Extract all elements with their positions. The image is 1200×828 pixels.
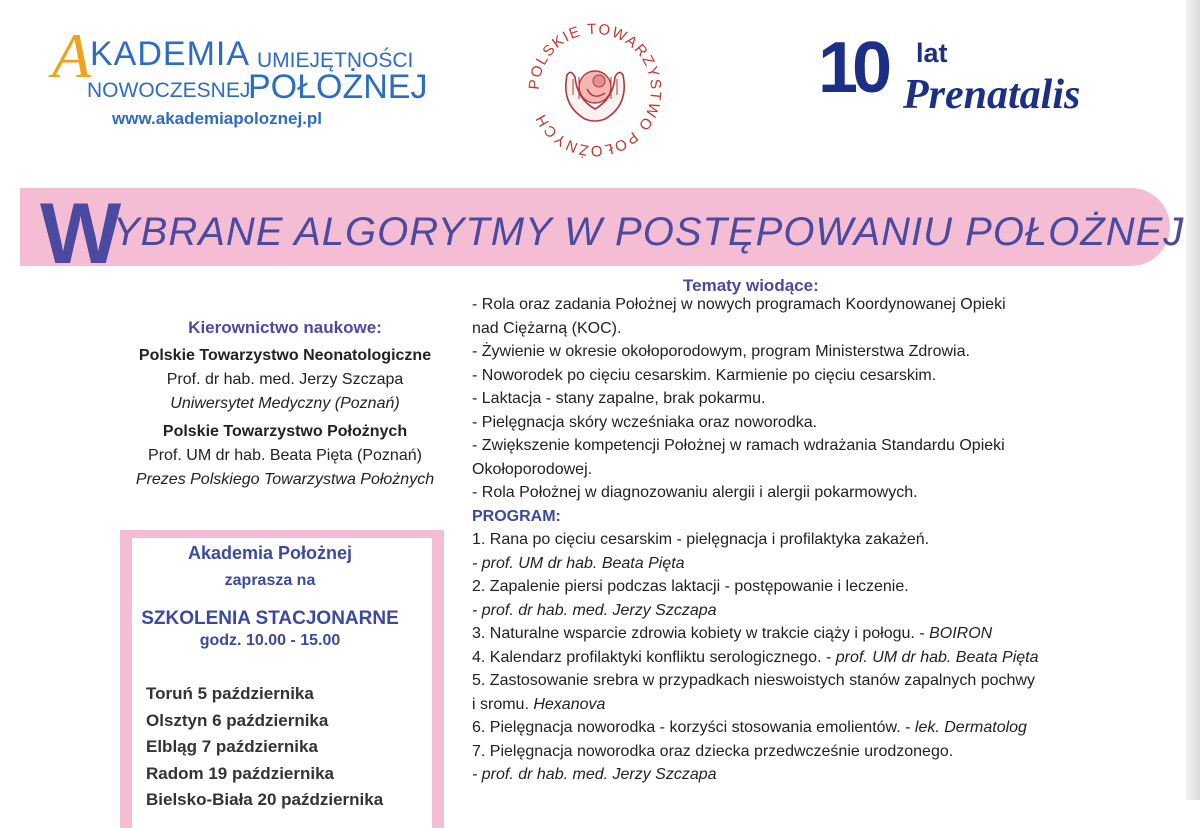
training-dates-list: [146, 681, 383, 814]
program-item-text: 6. Pielęgnacja noworodka - korzyści stosowania emolientów. -: [472, 719, 915, 736]
list-item: nad Ciężarną (KOC).: [472, 319, 622, 337]
prenatalis-lat: lat: [916, 38, 948, 68]
training-box: [132, 540, 408, 650]
logo-word-akademia: KADEMIA: [90, 35, 251, 73]
logo-letter-a: A: [52, 20, 92, 91]
list-item: - Noworodek po cięciu cesarskim. Karmienie po cięciu cesarskim.: [472, 366, 937, 384]
list-item: - Zwiększenie kompetencji Położnej w ramach wdrażania Standardu Opieki: [472, 437, 1005, 454]
list-item: Radom 19 października: [146, 763, 335, 783]
program-speaker: BOIRON: [929, 625, 993, 642]
program-item: 5. Zastosowanie srebra w przypadkach nieswoistych stanów zapalnych pochwy: [472, 672, 1035, 689]
list-item: - Laktacja - stany zapalne, brak pokarmu.: [472, 390, 766, 407]
program-speaker: prof. UM dr hab. Beata Pięta: [835, 648, 1039, 666]
program-item-text: 4. Kalendarz profilaktyki konfliktu serologicznego. -: [472, 648, 836, 666]
list-item: - Żywienie w okresie okołoporodowym, program Ministerstwa Zdrowia.: [472, 343, 970, 360]
list-item: Olsztyn 6 października: [146, 710, 329, 730]
list-item: Okołoporodowej.: [472, 460, 593, 478]
list-item: Elbląg 7 października: [146, 737, 318, 756]
program-speaker: - prof. dr hab. med. Jerzy Szczapa: [472, 601, 717, 619]
prenatalis-number: 10: [818, 28, 887, 108]
program-item-text: 3. Naturalne wsparcie zdrowia kobiety w trakcie ciąży i połogu. -: [472, 625, 930, 642]
person-name: Prof. dr hab. med. Jerzy Szczapa: [166, 371, 404, 388]
scientific-management: [95, 318, 475, 492]
prenatalis-name: Prenatalis: [903, 72, 1081, 118]
prenatalis-logo: [818, 28, 1118, 132]
ptp-emblem-graphic: [515, 15, 675, 160]
program-item: [472, 646, 1172, 670]
title-initial: W: [40, 186, 122, 282]
program-item: 2. Zapalenie piersi podczas laktacji - postępowanie i leczenie.: [472, 578, 909, 595]
page-edge-shadow: [1186, 0, 1200, 800]
topics-and-program: [472, 293, 1172, 787]
website-link[interactable]: www.akademiapoloznej.pl: [112, 109, 323, 128]
program-item: [472, 693, 1172, 717]
page-title: YBRANE ALGORYTMY W POSTĘPOWANIU POŁOŻNEJ: [113, 210, 1185, 254]
ptp-ring-text: POLSKIE TOWARZYSTWO POŁOŻNYCH: [525, 20, 665, 160]
list-item: - Rola Położnej w diagnozowaniu alergii i alergii pokarmowych.: [472, 484, 918, 501]
program-item: [472, 716, 1172, 740]
program-item: [472, 622, 1172, 646]
kierownictwo-heading: Kierownictwo naukowe:: [188, 318, 382, 337]
box-organizer: Akademia Położnej: [187, 543, 353, 563]
logo-word-umiejetnosci: UMIEJĘTNOŚCI: [257, 49, 414, 72]
program-speaker: - prof. dr hab. med. Jerzy Szczapa: [472, 766, 717, 783]
list-item: - Pielęgnacja skóry wcześniaka oraz noworodka.: [472, 413, 818, 431]
ptp-emblem-logo: [515, 15, 675, 160]
organization-name: Polskie Towarzystwo Neonatologiczne: [138, 347, 432, 364]
box-invite: zaprasza na: [224, 572, 316, 589]
program-item: 7. Pielęgnacja noworodka oraz dziecka przedwcześnie urodzonego.: [472, 742, 954, 760]
list-item: Toruń 5 października: [146, 684, 314, 703]
person-name: Prof. UM dr hab. Beata Pięta (Poznań): [148, 447, 422, 464]
topics-heading: Tematy wiodące:: [683, 276, 819, 295]
list-item: Bielsko-Biała 20 października: [146, 790, 384, 809]
program-item: 1. Rana po cięciu cesarskim - pielęgnacja i profilaktyka zakażeń.: [472, 531, 930, 548]
logo-word-poloznej: POŁOŻNEJ: [248, 68, 428, 106]
program-speaker: Hexanova: [533, 695, 606, 713]
akademia-poloznej-logo: [50, 20, 430, 135]
program-heading: PROGRAM:: [472, 507, 561, 525]
program-item-text: i sromu.: [472, 695, 534, 713]
list-item: - Rola oraz zadania Położnej w nowych programach Koordynowanej Opieki: [472, 296, 1006, 313]
box-training-type: SZKOLENIA STACJONARNE: [141, 608, 399, 629]
organization-name: Polskie Towarzystwo Położnych: [162, 423, 408, 440]
logo-word-nowoczesnej: NOWOCZESNEJ: [87, 79, 251, 102]
affiliation: Prezes Polskiego Towarzystwa Położnych: [135, 471, 435, 488]
box-hours: godz. 10.00 - 15.00: [199, 632, 341, 649]
program-speaker: - prof. UM dr hab. Beata Pięta: [472, 554, 685, 572]
affiliation: Uniwersytet Medyczny (Poznań): [170, 395, 400, 412]
program-speaker: lek. Dermatolog: [914, 719, 1027, 736]
